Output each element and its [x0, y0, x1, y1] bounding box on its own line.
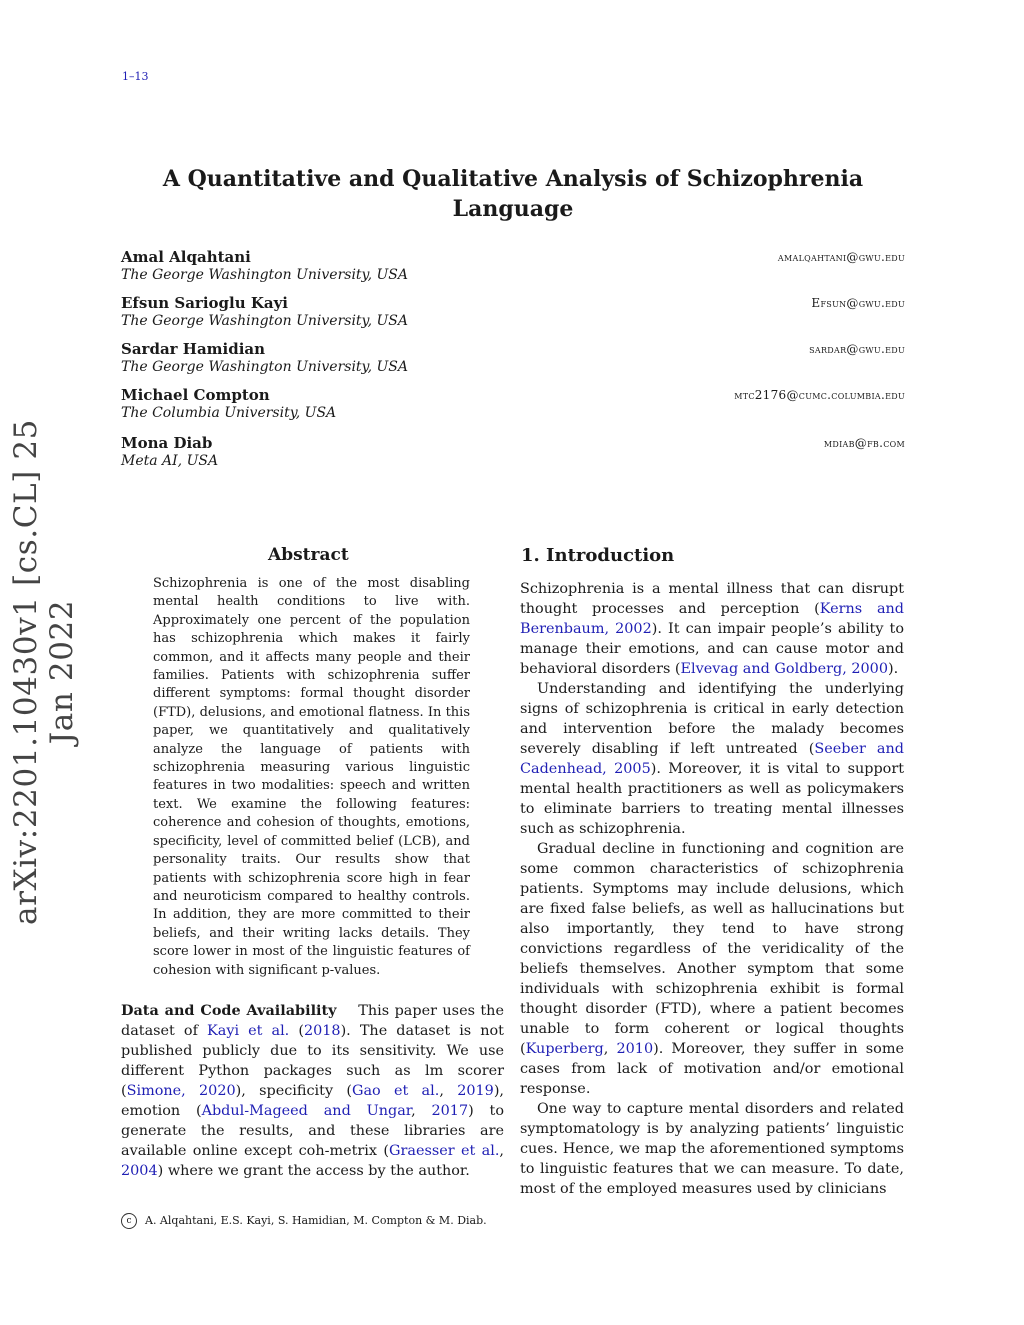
citation-link[interactable]: Graesser et al.	[389, 1143, 500, 1159]
body-text: ) where we grant the access by the author.	[157, 1163, 470, 1179]
author-block	[121, 434, 905, 469]
body-text: Gradual decline in functioning and cognition are some common characteristics of schizophrenia patients. Symptoms may include delusions, which are fixed false beliefs, as well as hallucinations but also importantly, they tend to have strong convictions regardless of the veridicality of the beliefs themselves. Another symptom that some individuals with schizophrenia exhibit is formal thought disorder (FTD), where a patient becomes unable to form coherent or logical thoughts (	[520, 841, 904, 1057]
body-text: One way to capture mental disorders and related symptomatology is by analyzing patients’ linguistic cues. Hence, we map the aforementioned symptoms to linguistic features that we can measure. To date, most of the employed measures used by clinicians	[520, 1101, 904, 1197]
citation-link[interactable]: 2019	[457, 1083, 494, 1099]
citation-link[interactable]: Kerns and Berenbaum, 2002	[520, 601, 904, 637]
copyright-icon: c	[121, 1213, 137, 1229]
body-text: Understanding and identifying the underlying signs of schizophrenia is critical in early detection and intervention before the malady becomes severely disabling if left untreated (	[520, 681, 904, 757]
author-email[interactable]: Efsun@gwu.edu	[811, 296, 905, 310]
paragraph	[520, 679, 904, 839]
data-code-availability	[121, 1001, 504, 1181]
citation-link[interactable]: 2018	[303, 1023, 341, 1039]
author-email[interactable]: sardar@gwu.edu	[809, 342, 905, 356]
body-text: This paper uses the dataset of	[121, 1003, 504, 1039]
citation-link[interactable]: Elvevag and Goldberg, 2000	[680, 661, 888, 677]
section-heading-introduction: 1. Introduction	[521, 545, 675, 566]
page-number: 1–13	[122, 70, 149, 83]
author-affiliation: The George Washington University, USA	[121, 359, 408, 375]
author-name: Sardar Hamidian	[121, 340, 266, 358]
body-text: ,	[411, 1103, 432, 1119]
introduction-body	[520, 579, 904, 1199]
body-text: ). Moreover, they suffer in some cases from lack of motivation and/or emotional response.	[520, 1041, 904, 1097]
body-text: ,	[439, 1083, 458, 1099]
citation-link[interactable]: Simone, 2020	[126, 1083, 236, 1099]
author-affiliation: The George Washington University, USA	[121, 313, 408, 329]
citation-link[interactable]: Seeber and Cadenhead, 2005	[520, 741, 904, 777]
body-text: ). Moreover, it is vital to support mental health practitioners as well as policymakers to eliminate barriers to treating mental illnesses such as schizophrenia.	[520, 761, 905, 837]
author-block	[121, 340, 905, 375]
paper-title: A Quantitative and Qualitative Analysis of Schizophrenia Language	[162, 166, 864, 222]
body-text: ).	[888, 661, 899, 677]
citation-link[interactable]: Gao et al.	[351, 1083, 440, 1099]
author-block	[121, 386, 905, 421]
body-text: ). The dataset is not published publicly due to its sensitivity. We use different Python packages such as lm scorer (	[121, 1023, 504, 1099]
footer-authors: A. Alqahtani, E.S. Kayi, S. Hamidian, M. Compton & M. Diab.	[145, 1214, 487, 1227]
arxiv-stamp: arXiv:2201.10430v1 [cs.CL] 25 Jan 2022	[8, 419, 80, 926]
paragraph	[520, 1099, 904, 1199]
author-email[interactable]: mdiab@fb.com	[823, 436, 905, 450]
author-affiliation: The George Washington University, USA	[121, 267, 408, 283]
abstract-heading: Abstract	[268, 545, 349, 565]
author-block	[121, 294, 905, 329]
body-text: ), emotion (	[121, 1083, 505, 1119]
footer	[121, 1213, 487, 1229]
citation-link[interactable]: 2010	[616, 1041, 654, 1057]
body-text: ) to generate the results, and these libraries are available online except coh-metrix (	[121, 1103, 505, 1159]
citation-link[interactable]: Abdul-Mageed and Ungar	[201, 1103, 412, 1119]
author-name: Mona Diab	[121, 434, 213, 452]
body-text: ). It can impair people’s ability to manage their emotions, and can cause motor and behavioral disorders (	[520, 621, 904, 677]
author-email[interactable]: amalqahtani@gwu.edu	[777, 250, 905, 264]
author-name: Amal Alqahtani	[121, 248, 251, 266]
paragraph	[520, 839, 904, 1099]
author-email[interactable]: mtc2176@cumc.columbia.edu	[734, 388, 905, 402]
citation-link[interactable]: Kuperberg	[525, 1041, 604, 1057]
author-name: Efsun Sarioglu Kayi	[121, 294, 289, 312]
body-text: ,	[499, 1143, 504, 1159]
citation-link[interactable]: 2004	[121, 1163, 158, 1179]
body-text: ,	[603, 1041, 617, 1057]
citation-link[interactable]: 2017	[431, 1103, 469, 1119]
citation-link[interactable]: Kayi et al.	[206, 1023, 290, 1039]
body-text: (	[289, 1023, 304, 1039]
data-code-heading: Data and Code Availability	[121, 1002, 337, 1019]
author-name: Michael Compton	[121, 386, 270, 404]
body-text: Schizophrenia is a mental illness that can disrupt thought processes and perception (	[520, 581, 904, 617]
paragraph	[520, 579, 904, 679]
author-block	[121, 248, 905, 283]
author-affiliation: Meta AI, USA	[121, 453, 219, 469]
author-affiliation: The Columbia University, USA	[121, 405, 337, 421]
abstract-text: Schizophrenia is one of the most disabling mental health conditions to live with. Approximately one percent of the population has schizophrenia which makes it fairly common, and it affects many people and their families. Patients with schizophrenia suffer different symptoms: formal thought disorder (FTD), delusions, and emotional flatness. In this paper, we quantitatively and qualitatively analyze the language of patients with schizophrenia measuring various linguistic features in two modalities: speech and written text. We examine the following features: coherence and cohesion of thoughts, emotions, specificity, level of committed belief (LCB), and personality traits. Our results show that patients with schizophrenia score high in fear and neuroticism compared to healthy controls. In addition, they are more committed to their beliefs, and their writing lacks details. They score lower in most of the linguistic features of cohesion with significant p-values.	[153, 576, 470, 978]
body-text: ), specificity (	[235, 1083, 352, 1099]
